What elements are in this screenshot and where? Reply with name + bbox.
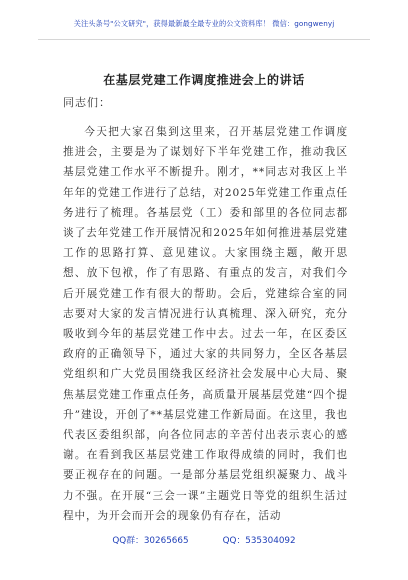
header-divider: [38, 39, 370, 40]
header-promo: [0, 19, 408, 29]
footer-contact: [0, 533, 408, 546]
footer-qq-group: QQ群：30265665: [112, 536, 189, 546]
body-paragraph: 今天把大家召集到这里来，召开基层党建工作调度推进会，主要是为了谋划好下半年党建工作，推动我区基层党建工作水平不断提升。刚才，**同志对我区上半年年的党建工作进行了总结，对2025年党建工作重点任务进行了梳理。各基层党（工）委和部里的各位同志都谈了去年党建工作开展情况和2025年如何推进基层党建工作的思路打算、意见建议。大家围绕主题，敞开思想、放下包袱，作了有思路、有重点的发言，对我们今后开展党建工作有很大的帮助。会后，党建综合室的同志要对大家的发言情况进行认真梳理、深入研究，充分吸收到今年的基层党建工作中去。过去一年，在区委区政府的正确领导下，通过大家的共同努力，全区各基层党组织和广大党员围绕我区经济社会发展中心大局、聚焦基层党建工作重点任务，高质量开展基层党建“四个提升”建设，开创了**基层党建工作新局面。在这里，我也代表区委组织部，向各位同志的辛苦付出表示衷心的感谢。在看到我区基层党建工作取得成绩的同时，我们也要正视存在的问题。一是部分基层党组织凝聚力、战斗力不强。在开展“三会一课”主题党日等党的组织生活过程中，为开会而开会的现象仍有存在，活动: [63, 126, 348, 522]
document-title: 在基层党建工作调度推进会上的讲话: [103, 73, 305, 87]
salutation: 同志们：: [63, 96, 111, 109]
document-body: [63, 122, 348, 526]
header-promo-text: 关注头条号"公文研究"，获得最新最全最专业的公文资料库！ 微信：gongwenyj: [73, 19, 335, 28]
footer-qq: QQ：535304092: [222, 536, 296, 546]
